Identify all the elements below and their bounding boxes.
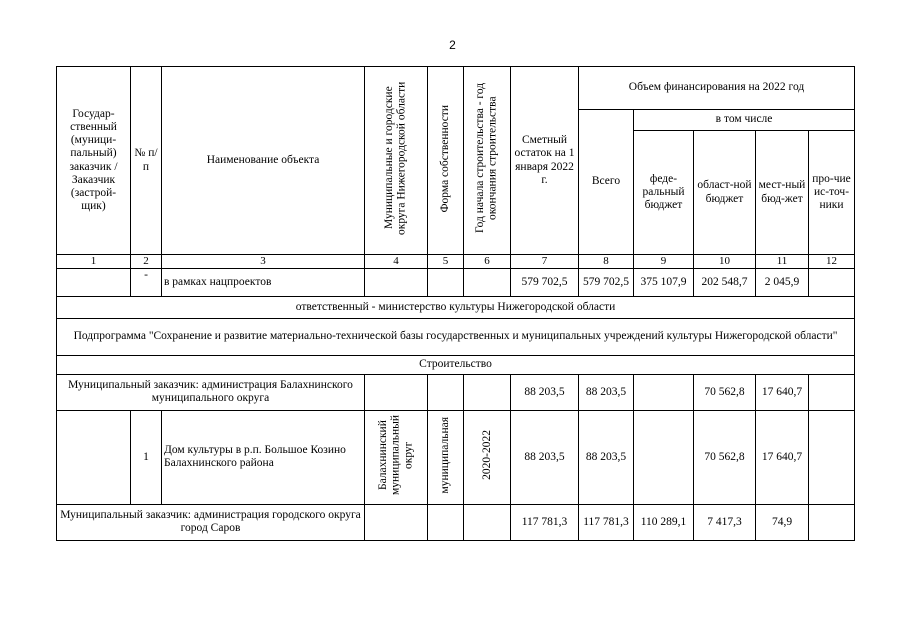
row-ownership xyxy=(428,410,464,504)
table-row-dom-kultury xyxy=(57,410,855,504)
row-object-name: в рамках нацпроектов xyxy=(162,268,365,296)
header-federal: феде-ральный бюджет xyxy=(634,131,694,255)
table-row-balakhna-customer xyxy=(57,374,855,410)
row-local: 74,9 xyxy=(756,504,809,540)
table-row-natsproekty xyxy=(57,268,855,296)
financing-table xyxy=(56,66,855,541)
table-row-sarov-customer xyxy=(57,504,855,540)
row-other xyxy=(809,504,855,540)
column-number: 6 xyxy=(464,255,511,269)
header-total: Всего xyxy=(579,110,634,255)
row-other xyxy=(809,268,855,296)
row-total: 117 781,3 xyxy=(579,504,634,540)
row-regional: 70 562,8 xyxy=(694,410,756,504)
header-customer: Государ-ственный (муници-пальный) заказчик / Заказчик (застрой-щик) xyxy=(57,67,131,255)
header-including: в том числе xyxy=(634,110,855,131)
row-regional: 70 562,8 xyxy=(694,374,756,410)
header-ownership xyxy=(428,67,464,255)
row-estimate: 579 702,5 xyxy=(511,268,579,296)
column-number-row xyxy=(57,255,855,269)
row-federal xyxy=(634,374,694,410)
row-federal xyxy=(634,410,694,504)
header-num: № п/п xyxy=(131,67,162,255)
section-construction: Строительство xyxy=(57,355,855,374)
row-other xyxy=(809,374,855,410)
row-num: 1 xyxy=(131,410,162,504)
column-number: 2 xyxy=(131,255,162,269)
table-row-responsible xyxy=(57,296,855,318)
row-municipality-text: Балахнинский муниципальный округ xyxy=(377,415,415,496)
row-years xyxy=(464,410,511,504)
column-number: 12 xyxy=(809,255,855,269)
row-estimate: 88 203,5 xyxy=(511,374,579,410)
row-years-text: 2020-2022 xyxy=(480,430,493,480)
header-estimated-balance: Сметный остаток на 1 января 2022 г. xyxy=(511,67,579,255)
row-local: 17 640,7 xyxy=(756,410,809,504)
column-number: 8 xyxy=(579,255,634,269)
customer-label: Муниципальный заказчик: администрация городского округа город Саров xyxy=(57,504,365,540)
column-number: 9 xyxy=(634,255,694,269)
header-municipality xyxy=(365,67,428,255)
header-years-text: Год начала строительства - год окончания строительства xyxy=(474,83,499,234)
table-row-subprogram xyxy=(57,318,855,355)
row-object-name: Дом культуры в р.п. Большое Козино Балахнинского района xyxy=(162,410,365,504)
row-total: 88 203,5 xyxy=(579,374,634,410)
row-total: 88 203,5 xyxy=(579,410,634,504)
row-local: 17 640,7 xyxy=(756,374,809,410)
row-other xyxy=(809,410,855,504)
row-federal: 375 107,9 xyxy=(634,268,694,296)
column-number: 1 xyxy=(57,255,131,269)
header-financing-title: Объем финансирования на 2022 год xyxy=(579,67,855,110)
column-number: 5 xyxy=(428,255,464,269)
row-estimate: 117 781,3 xyxy=(511,504,579,540)
row-federal: 110 289,1 xyxy=(634,504,694,540)
column-number: 10 xyxy=(694,255,756,269)
row-municipality xyxy=(365,410,428,504)
header-ownership-text: Форма собственности xyxy=(439,104,452,213)
header-regional: област-ной бюджет xyxy=(694,131,756,255)
row-regional: 202 548,7 xyxy=(694,268,756,296)
row-regional: 7 417,3 xyxy=(694,504,756,540)
customer-label: Муниципальный заказчик: администрация Балахнинского муниципального округа xyxy=(57,374,365,410)
column-number: 4 xyxy=(365,255,428,269)
column-number: 3 xyxy=(162,255,365,269)
header-row-1 xyxy=(57,67,855,110)
row-estimate: 88 203,5 xyxy=(511,410,579,504)
column-number: 7 xyxy=(511,255,579,269)
row-total: 579 702,5 xyxy=(579,268,634,296)
header-other: про-чие ис-точ-ники xyxy=(809,131,855,255)
column-number: 11 xyxy=(756,255,809,269)
header-years xyxy=(464,67,511,255)
page-number: 2 xyxy=(449,38,456,52)
row-num: - xyxy=(131,268,162,296)
table-row-construction xyxy=(57,355,855,374)
responsible-ministry: ответственный - министерство культуры Нижегородской области xyxy=(57,296,855,318)
subprogram-title: Подпрограмма "Сохранение и развитие материально-технической базы государственных и муниципальных учреждений культуры Нижегородской области" xyxy=(57,318,855,355)
header-local: мест-ный бюд-жет xyxy=(756,131,809,255)
row-local: 2 045,9 xyxy=(756,268,809,296)
row-ownership-text: муниципальная xyxy=(439,416,452,494)
header-object-name: Наименование объекта xyxy=(162,67,365,255)
header-municipality-text: Муниципальные и городские округа Нижегородской области xyxy=(383,81,408,236)
